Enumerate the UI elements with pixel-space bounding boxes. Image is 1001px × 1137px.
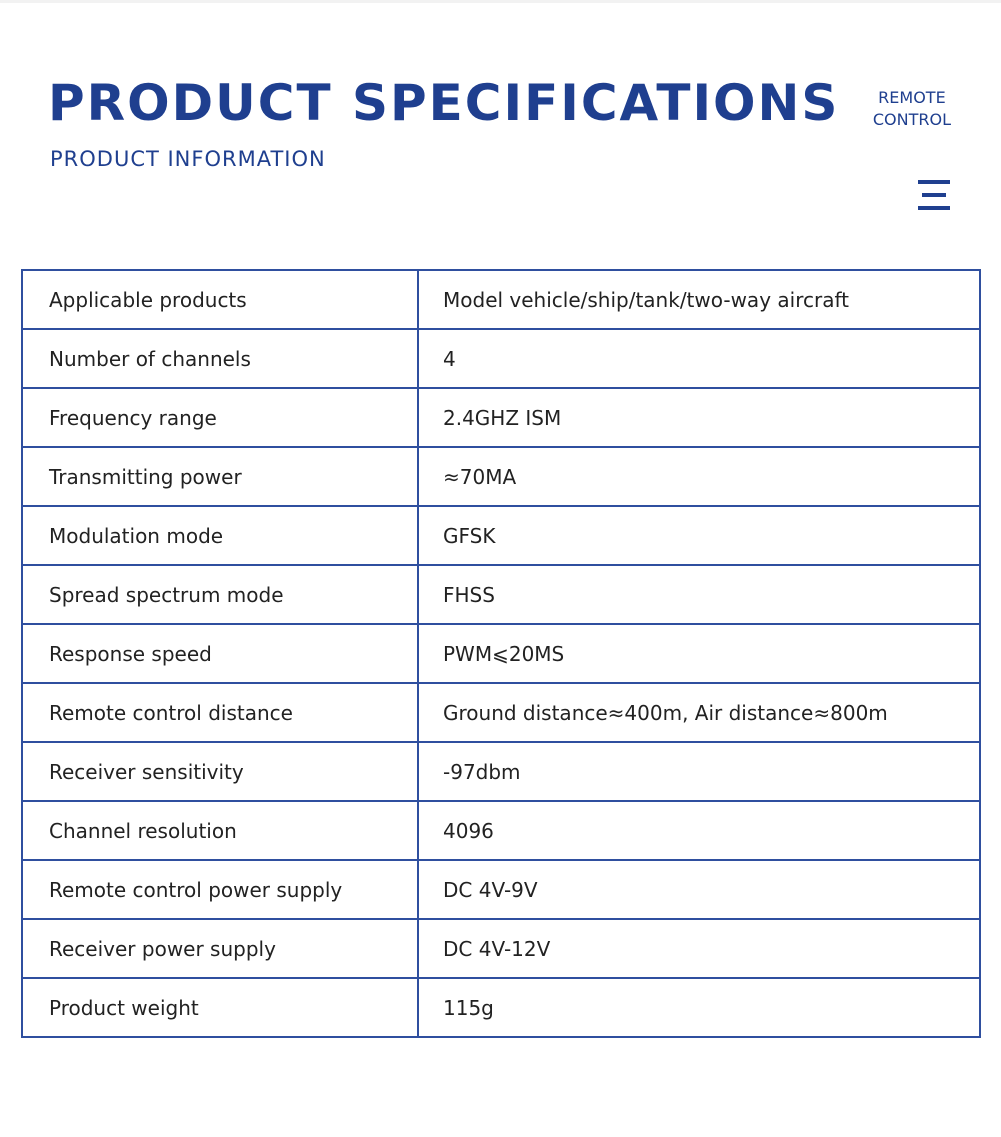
spec-value: PWM⩽20MS	[418, 624, 980, 683]
page-title: PRODUCT SPECIFICATIONS	[48, 74, 840, 132]
spec-value: 4	[418, 329, 980, 388]
spec-value: -97dbm	[418, 742, 980, 801]
table-row	[22, 447, 980, 506]
menu-icon	[918, 180, 950, 210]
spec-value: DC 4V-12V	[418, 919, 980, 978]
spec-value: FHSS	[418, 565, 980, 624]
spec-label: Remote control power supply	[22, 860, 418, 919]
spec-label: Response speed	[22, 624, 418, 683]
spec-value: 2.4GHZ ISM	[418, 388, 980, 447]
table-row	[22, 270, 980, 329]
table-row	[22, 624, 980, 683]
spec-value: ≈70MA	[418, 447, 980, 506]
spec-label: Receiver sensitivity	[22, 742, 418, 801]
table-row	[22, 860, 980, 919]
spec-value: GFSK	[418, 506, 980, 565]
table-row	[22, 742, 980, 801]
category-tag	[873, 87, 951, 131]
spec-label: Spread spectrum mode	[22, 565, 418, 624]
spec-value: Model vehicle/ship/tank/two-way aircraft	[418, 270, 980, 329]
table-row	[22, 919, 980, 978]
spec-label: Product weight	[22, 978, 418, 1037]
category-tag-line-1: REMOTE	[878, 88, 946, 107]
category-tag-line-2: CONTROL	[872, 110, 951, 129]
table-row	[22, 978, 980, 1037]
spec-value: 115g	[418, 978, 980, 1037]
table-row	[22, 565, 980, 624]
spec-label: Frequency range	[22, 388, 418, 447]
spec-table	[21, 269, 981, 1038]
table-row	[22, 801, 980, 860]
table-row	[22, 329, 980, 388]
spec-label: Applicable products	[22, 270, 418, 329]
spec-label: Number of channels	[22, 329, 418, 388]
spec-value: DC 4V-9V	[418, 860, 980, 919]
table-row	[22, 388, 980, 447]
top-divider	[0, 0, 1001, 3]
page-subtitle: PRODUCT INFORMATION	[50, 147, 326, 171]
table-row	[22, 683, 980, 742]
spec-label: Transmitting power	[22, 447, 418, 506]
spec-value: Ground distance≈400m, Air distance≈800m	[418, 683, 980, 742]
table-row	[22, 506, 980, 565]
spec-label: Receiver power supply	[22, 919, 418, 978]
spec-value: 4096	[418, 801, 980, 860]
spec-label: Channel resolution	[22, 801, 418, 860]
spec-label: Modulation mode	[22, 506, 418, 565]
spec-label: Remote control distance	[22, 683, 418, 742]
